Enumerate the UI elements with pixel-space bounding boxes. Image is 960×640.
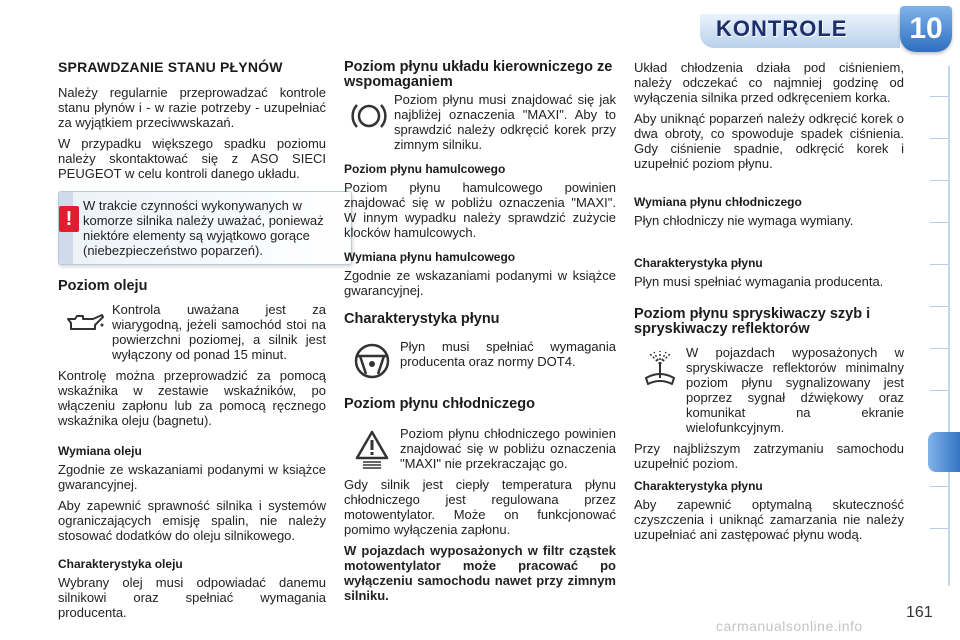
chapter-tab	[930, 486, 948, 487]
washer-char-heading: Charakterystyka płynu	[634, 479, 763, 493]
oil-change-text: Zgodnie ze wskazaniami podanymi w książce gwarancyjnej.	[58, 462, 326, 492]
watermark: carmanualsonline.info	[716, 618, 863, 634]
active-chapter-tab	[928, 432, 960, 472]
page-header	[0, 0, 960, 58]
warning-text: W trakcie czynności wykonywanych w komorze silnika należy uważać, ponieważ niektóre elementy są wyjątkowo gorące (niebezpieczeństwo poparzeń).	[83, 198, 324, 258]
oil-change-heading: Wymiana oleju	[58, 444, 142, 458]
fluid-char-heading: Charakterystyka płynu	[344, 311, 500, 327]
left-column	[58, 60, 326, 626]
brake-icon	[344, 339, 400, 383]
steering-text: Poziom płynu musi znajdować się jak najbliżej oznaczenia "MAXI". Aby to sprawdzić należy odkręcić korek przy zimnym silniku.	[394, 92, 616, 152]
warning-exclamation-icon: !	[59, 206, 79, 232]
page-title: KONTROLE	[716, 16, 848, 41]
coolant-char-heading: Charakterystyka płynu	[634, 256, 763, 270]
section-heading: SPRAWDZANIE STANU PŁYNÓW	[58, 59, 283, 75]
chapter-badge: 10	[900, 6, 952, 52]
oil-level-text: Kontrola uważana jest za wiarygodną, jeżeli samochód stoi na powierzchni poziomej, a silnik jest wyłączony od ponad 15 minut.	[112, 302, 326, 362]
page-number: 161	[906, 604, 933, 621]
coolant-heading: Poziom płynu chłodniczego	[344, 396, 535, 412]
coolant-change-text: Płyn chłodniczy nie wymaga wymiany.	[634, 213, 854, 228]
chapter-tab	[930, 264, 948, 265]
chapter-tab-strip	[926, 66, 950, 586]
coolant-text: Poziom płynu chłodniczego powinien znajdować się w pobliżu oznaczenia "MAXI" nie przekraczając go.	[400, 426, 616, 471]
oil-change-text-2: Aby zapewnić sprawność silnika i systemów ograniczających emisję spalin, nie należy stosować dodatków do oleju silnikowego.	[58, 498, 326, 543]
chapter-tab	[930, 180, 948, 181]
washer-heading: Poziom płynu spryskiwaczy szyb i spryskiwaczy reflektorów	[634, 306, 871, 337]
oil-can-icon	[58, 302, 112, 342]
chapter-tab	[930, 96, 948, 97]
chapter-tab	[930, 306, 948, 307]
coolant-warning-icon	[344, 426, 400, 474]
brake-text: Poziom płynu hamulcowego powinien znajdować się w pobliżu oznaczenia "MAXI". W innym wypadku należy sprawdzić zużycie klocków hamulcowych.	[344, 180, 616, 240]
power-steering-icon	[344, 92, 394, 140]
fluid-char-block	[344, 339, 616, 383]
oil-level-text-2: Kontrolę można przeprowadzić za pomocą wskaźnika w zestawie wskaźników, po włączeniu zapłonu lub za pomocą ręcznego wskaźnika oleju (bagnetu).	[58, 368, 326, 428]
oil-char-heading: Charakterystyka oleju	[58, 557, 183, 571]
brake-heading: Poziom płynu hamulcowego	[344, 162, 506, 176]
chapter-tab	[930, 390, 948, 391]
steering-block	[344, 92, 616, 158]
coolant-text-2: Gdy silnik jest ciepły temperatura płynu chłodniczego jest regulowana przez motowentylator. Może on funkcjonować pomimo wyłączenia zapłonu.	[344, 477, 616, 537]
coolant-change-heading: Wymiana płynu chłodniczego	[634, 195, 802, 209]
chapter-tab	[930, 222, 948, 223]
brake-change-heading: Wymiana płynu hamulcowego	[344, 250, 516, 264]
fluid-char-text: Płyn musi spełniać wymagania producenta oraz normy DOT4.	[400, 339, 616, 369]
right-column	[634, 60, 904, 548]
chapter-tab	[930, 138, 948, 139]
middle-column	[344, 60, 616, 609]
steering-heading: Poziom płynu układu kierowniczego ze wspomaganiem	[344, 59, 613, 90]
washer-block	[634, 345, 904, 441]
oil-level-block	[58, 302, 326, 368]
coolant-warning-text: W pojazdach wyposażonych w filtr cząstek motowentylator może pracować po wyłączeniu samochodu nawet przy zimnym silniku.	[344, 543, 616, 603]
brake-change-text: Zgodnie ze wskazaniami podanymi w książce gwarancyjnej.	[344, 268, 616, 298]
washer-icon	[634, 345, 686, 391]
cooling-text-2: Aby uniknąć poparzeń należy odkręcić korek o dwa obroty, co spowoduje spadek ciśnienia. Gdy ciśnienie spadnie, odkręcić korek i uzupełnić poziom płynu.	[634, 111, 904, 171]
washer-text-2: Przy najbliższym zatrzymaniu samochodu uzupełnić poziom.	[634, 441, 904, 471]
chapter-tab	[930, 348, 948, 349]
intro-paragraph: Należy regularnie przeprowadzać kontrole stanu płynów i - w razie potrzeby - uzupełniać za wyjątkiem przeciwwskazań.	[58, 85, 326, 130]
chapter-tab	[930, 528, 948, 529]
washer-text: W pojazdach wyposażonych w spryskiwacze reflektorów minimalny poziom płynu sygnalizowany jest poprzez sygnał dźwiękowy oraz komunikat na ekranie wielofunkcyjnym.	[686, 345, 904, 435]
cooling-text: Układ chłodzenia działa pod ciśnieniem, należy odczekać co najmniej godzinę od wyłączenia silnika przed odkręceniem korka.	[634, 60, 904, 105]
coolant-char-text: Płyn musi spełniać wymagania producenta.	[634, 274, 884, 289]
intro-paragraph: W przypadku większego spadku poziomu należy skontaktować się z ASO SIECI PEUGEOT w celu kontroli danego układu.	[58, 136, 326, 181]
warning-box	[58, 191, 352, 265]
oil-level-heading: Poziom oleju	[58, 278, 148, 294]
washer-char-text: Aby zapewnić optymalną skuteczność czyszczenia i uniknąć zamarzania nie należy uzupełniać ani zastępować płynu wodą.	[634, 497, 904, 542]
coolant-block	[344, 426, 616, 477]
oil-char-text: Wybrany olej musi odpowiadać danemu silnikowi oraz spełniać wymagania producenta.	[58, 575, 326, 620]
